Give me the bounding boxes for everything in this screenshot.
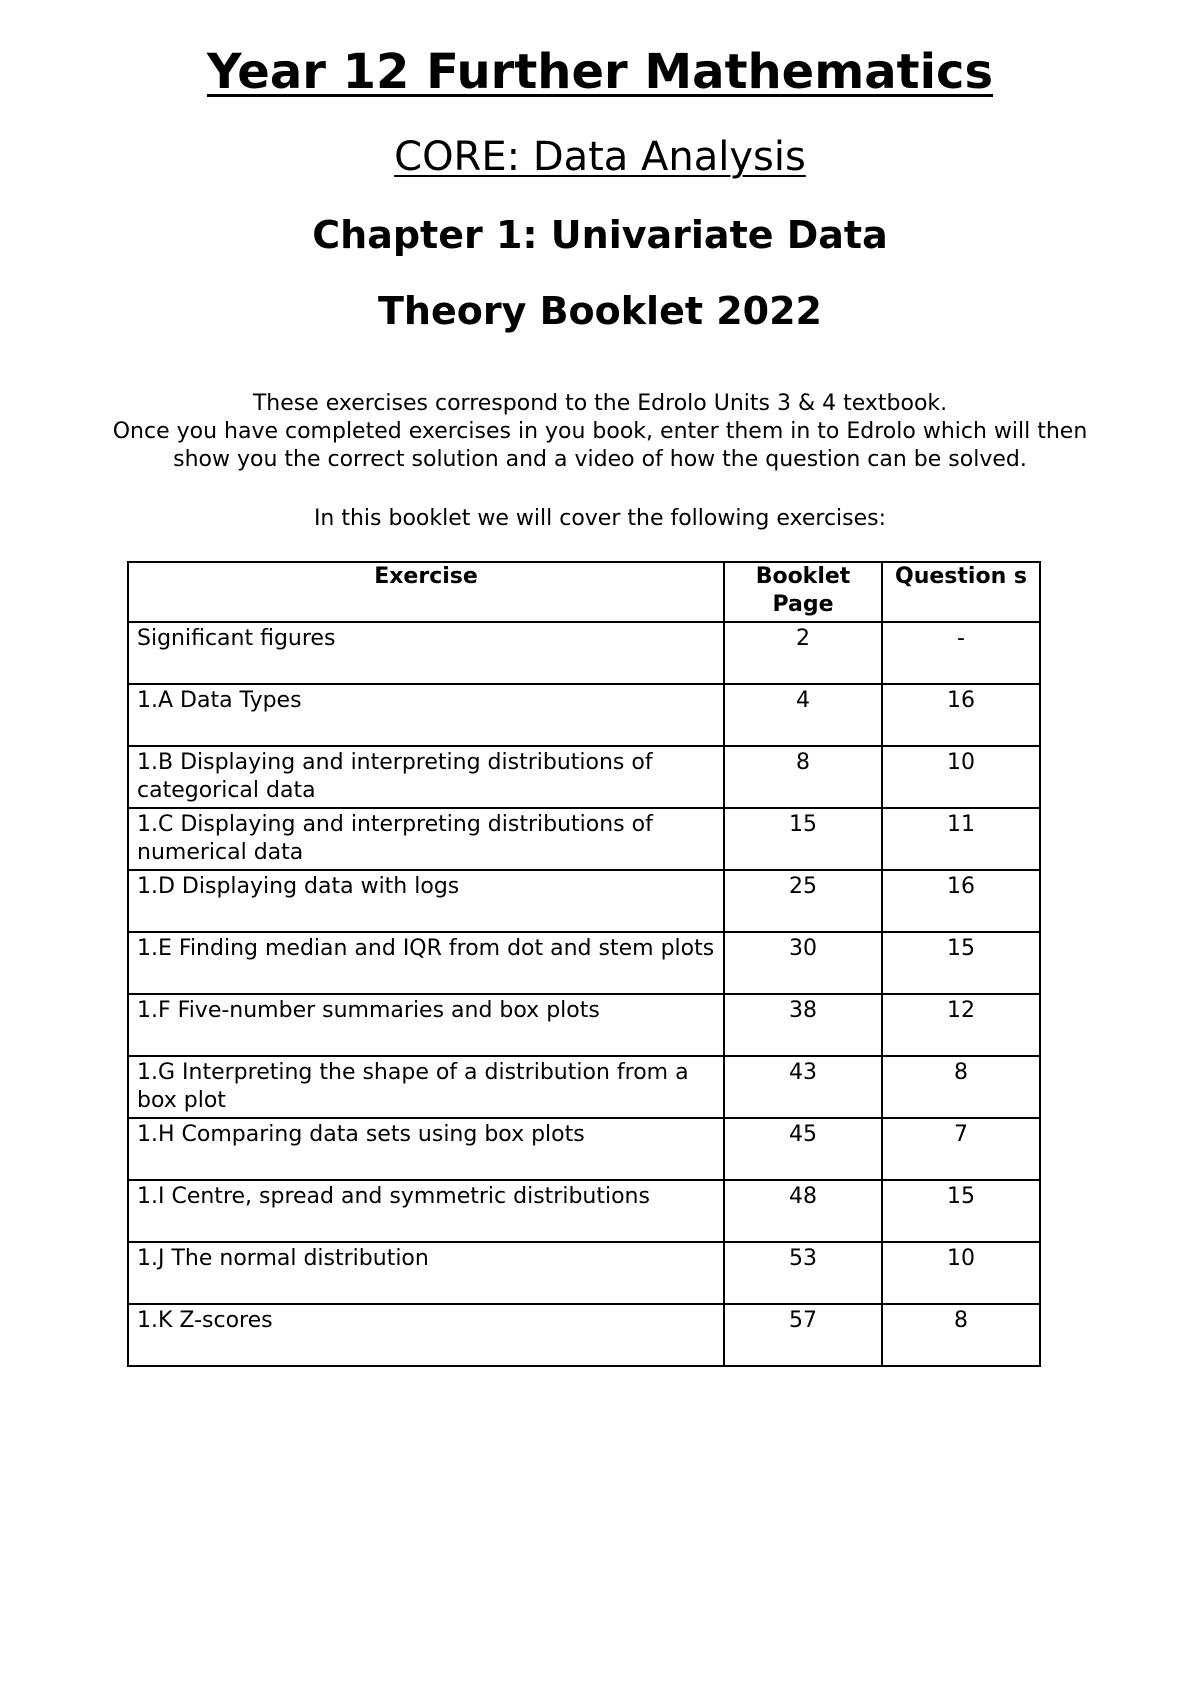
booklet-page-cell: 43 [724, 1056, 882, 1118]
exercises-table [127, 561, 1041, 1367]
table-row [128, 1180, 1040, 1242]
exercise-cell: 1.G Interpreting the shape of a distribution from a box plot [128, 1056, 724, 1118]
table-row [128, 746, 1040, 808]
intro-line: These exercises correspond to the Edrolo Units 3 & 4 textbook. [252, 391, 948, 416]
questions-cell: 8 [882, 1304, 1040, 1366]
questions-cell: 7 [882, 1118, 1040, 1180]
intro-paragraph [0, 390, 1200, 474]
exercise-cell: 1.H Comparing data sets using box plots [128, 1118, 724, 1180]
booklet-page-cell: 53 [724, 1242, 882, 1304]
booklet-page-cell: 8 [724, 746, 882, 808]
chapter-heading: Chapter 1: Univariate Data [312, 213, 888, 257]
booklet-page-cell: 57 [724, 1304, 882, 1366]
table-header-row [128, 562, 1040, 622]
questions-cell: - [882, 622, 1040, 684]
exercise-cell: 1.J The normal distribution [128, 1242, 724, 1304]
booklet-page-cell: 4 [724, 684, 882, 746]
table-row [128, 684, 1040, 746]
booklet-page-cell: 30 [724, 932, 882, 994]
table-row [128, 1304, 1040, 1366]
questions-cell: 15 [882, 932, 1040, 994]
exercise-cell: 1.B Displaying and interpreting distributions of categorical data [128, 746, 724, 808]
questions-cell: 15 [882, 1180, 1040, 1242]
exercise-cell: 1.F Five-number summaries and box plots [128, 994, 724, 1056]
questions-cell: 16 [882, 684, 1040, 746]
booklet-page-cell: 45 [724, 1118, 882, 1180]
header-exercise: Exercise [128, 562, 724, 622]
exercise-cell: 1.I Centre, spread and symmetric distributions [128, 1180, 724, 1242]
booklet-page-cell: 15 [724, 808, 882, 870]
booklet-page-cell: 2 [724, 622, 882, 684]
table-row [128, 1242, 1040, 1304]
document-title: Year 12 Further Mathematics [206, 44, 994, 100]
cover-statement: In this booklet we will cover the following exercises: [313, 506, 887, 531]
exercise-cell: Significant figures [128, 622, 724, 684]
table-row [128, 994, 1040, 1056]
questions-cell: 10 [882, 746, 1040, 808]
table-row [128, 1056, 1040, 1118]
questions-cell: 11 [882, 808, 1040, 870]
header-booklet-page: Booklet Page [724, 562, 882, 622]
booklet-page-cell: 48 [724, 1180, 882, 1242]
table-row [128, 870, 1040, 932]
exercise-cell: 1.E Finding median and IQR from dot and stem plots [128, 932, 724, 994]
exercise-cell: 1.A Data Types [128, 684, 724, 746]
questions-cell: 10 [882, 1242, 1040, 1304]
table-row [128, 622, 1040, 684]
document-subtitle: CORE: Data Analysis [394, 134, 806, 180]
exercise-cell: 1.K Z-scores [128, 1304, 724, 1366]
questions-cell: 12 [882, 994, 1040, 1056]
booklet-page-cell: 25 [724, 870, 882, 932]
booklet-heading: Theory Booklet 2022 [378, 289, 822, 333]
intro-line: show you the correct solution and a video of how the question can be solved. [173, 447, 1027, 472]
intro-line: Once you have completed exercises in you book, enter them in to Edrolo which will then [112, 419, 1088, 444]
table-row [128, 808, 1040, 870]
table-row [128, 932, 1040, 994]
exercise-cell: 1.C Displaying and interpreting distributions of numerical data [128, 808, 724, 870]
table-row [128, 1118, 1040, 1180]
questions-cell: 16 [882, 870, 1040, 932]
header-questions: Question s [882, 562, 1040, 622]
exercise-cell: 1.D Displaying data with logs [128, 870, 724, 932]
booklet-page-cell: 38 [724, 994, 882, 1056]
questions-cell: 8 [882, 1056, 1040, 1118]
table-body [128, 622, 1040, 1366]
